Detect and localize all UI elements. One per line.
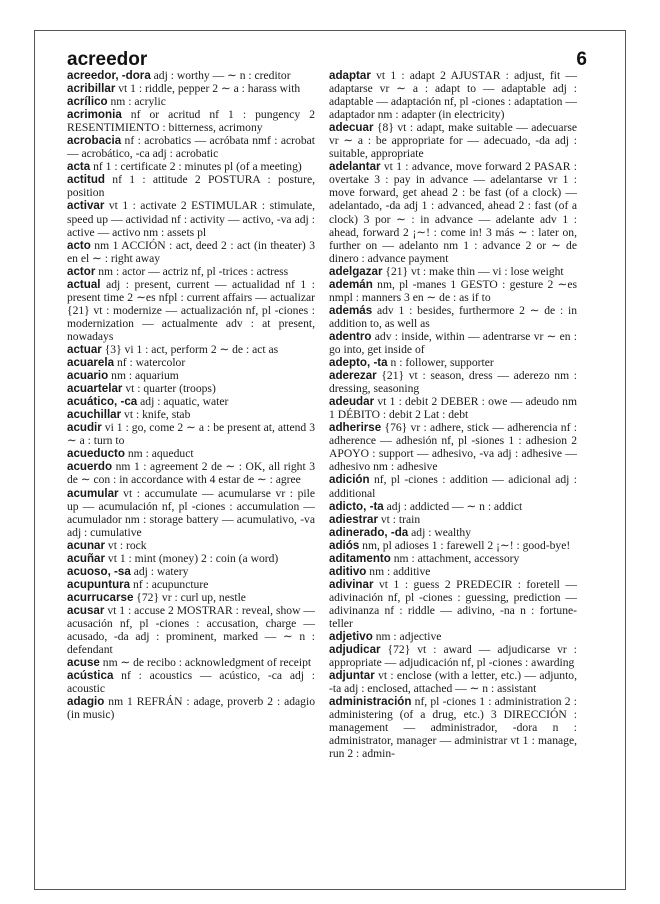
dictionary-entry bbox=[329, 369, 577, 395]
dictionary-entry bbox=[329, 265, 577, 278]
entry-headword: activar bbox=[67, 199, 105, 213]
entry-definition: nf or acritud nf 1 : pungency 2 RESENTIMIENTO : bitterness, acrimony bbox=[67, 108, 315, 135]
entry-definition: vt 1 : debit 2 DEBER : owe — adeudo nm 1 DÉBITO : debit 2 Lat : debt bbox=[329, 395, 577, 422]
dictionary-entry bbox=[67, 552, 315, 565]
entry-headword: adepto, -ta bbox=[329, 356, 388, 370]
entry-definition: nm, pl adioses 1 : farewell 2 ¡∼! : good-bye! bbox=[359, 538, 571, 552]
entry-definition: adj : present, current — actualidad nf 1 : present time 2 ∼es nfpl : current affairs — actualizar {21} vt : modernize — actualización nf, pl -ciones : modernization — actualmente adv : at present, nowadays bbox=[67, 277, 315, 343]
entry-headword: acuñar bbox=[67, 551, 106, 565]
entry-headword: adherirse bbox=[329, 421, 382, 435]
entry-definition: vi 1 : go, come 2 ∼ a : be present at, attend 3 ∼ a : turn to bbox=[67, 421, 315, 448]
entry-headword: acrílico bbox=[67, 95, 108, 109]
entry-headword: adición bbox=[329, 473, 370, 487]
entry-headword: acuchillar bbox=[67, 408, 122, 422]
entry-definition: adv 1 : besides, furthermore 2 ∼ de : in addition to, as well as bbox=[329, 303, 577, 330]
entry-definition: nm ∼ de recibo : acknowledgment of receipt bbox=[99, 656, 312, 670]
entry-definition: {72} vt : award — adjudicarse vr : appropriate — adjudicación nf, pl -ciones : awarding bbox=[329, 643, 577, 670]
dictionary-entry bbox=[329, 526, 577, 539]
entry-headword: actual bbox=[67, 277, 101, 291]
entry-definition: adj : aquatic, water bbox=[137, 395, 229, 409]
entry-definition: adj : wealthy bbox=[408, 525, 472, 539]
right-column bbox=[329, 69, 577, 760]
entry-headword: adjetivo bbox=[329, 630, 373, 644]
entry-definition: nf 1 : attitude 2 POSTURA : posture, position bbox=[67, 173, 315, 200]
entry-definition: n : follower, supporter bbox=[387, 356, 494, 370]
dictionary-entry bbox=[329, 500, 577, 513]
dictionary-entry bbox=[67, 669, 315, 695]
entry-headword: acupuntura bbox=[67, 577, 131, 591]
dictionary-entry bbox=[67, 460, 315, 486]
dictionary-entry bbox=[67, 695, 315, 721]
entry-headword: adelgazar bbox=[329, 264, 383, 278]
entry-headword: acrimonia bbox=[67, 108, 122, 122]
dictionary-entry bbox=[67, 82, 315, 95]
dictionary-entry bbox=[67, 239, 315, 265]
entry-headword: acribillar bbox=[67, 82, 116, 96]
entry-definition: nf : acrobatics — acróbata nmf : acrobat — acrobático, -ca adj : acrobatic bbox=[67, 134, 315, 161]
entry-headword: adelantar bbox=[329, 160, 381, 174]
entry-definition: vt 1 : adapt 2 AJUSTAR : adjust, fit — adaptarse vr ∼ a : adapt to — adaptable adj : adaptable — adaptación nf, pl -ciones : adaptation — adaptador nm : adapter (in electricity) bbox=[329, 69, 577, 122]
dictionary-entry bbox=[329, 565, 577, 578]
entry-definition: vt 1 : accuse 2 MOSTRAR : reveal, show — acusación nf, pl -ciones : accusation, charge — acusado, -da adj : prominent, marked — ∼ n : defendant bbox=[67, 603, 315, 657]
entry-headword: acreedor, -dora bbox=[67, 69, 151, 82]
entry-definition: {72} vr : curl up, nestle bbox=[133, 590, 246, 604]
entry-definition: nm : attachment, accessory bbox=[390, 551, 520, 565]
page-number: 6 bbox=[576, 49, 587, 70]
entry-definition: adj : addicted — ∼ n : addict bbox=[383, 499, 523, 513]
dictionary-entry bbox=[67, 395, 315, 408]
dictionary-entry bbox=[67, 278, 315, 343]
entry-headword: adecuar bbox=[329, 121, 374, 135]
entry-definition: nf 1 : certificate 2 : minutes pl (of a meeting) bbox=[90, 160, 302, 174]
entry-definition: {21} vt : make thin — vi : lose weight bbox=[382, 264, 564, 278]
entry-headword: aditivo bbox=[329, 564, 367, 578]
dictionary-entry bbox=[329, 278, 577, 304]
dictionary-entry bbox=[329, 356, 577, 369]
entry-headword: acudir bbox=[67, 421, 102, 435]
entry-headword: adinerado, -da bbox=[329, 525, 409, 539]
dictionary-entry bbox=[67, 539, 315, 552]
entry-definition: nf : acupuncture bbox=[130, 577, 209, 591]
dictionary-entry bbox=[67, 421, 315, 447]
dictionary-entry bbox=[67, 604, 315, 656]
dictionary-entry bbox=[329, 630, 577, 643]
dictionary-entry bbox=[67, 134, 315, 160]
entry-definition: adj : worthy — ∼ n : creditor bbox=[150, 69, 291, 82]
dictionary-entry bbox=[329, 578, 577, 630]
entry-definition: nm 1 REFRÁN : adage, proverb 2 : adagio (in music) bbox=[67, 695, 315, 722]
dictionary-entry bbox=[67, 265, 315, 278]
entry-headword: actitud bbox=[67, 173, 106, 187]
entry-definition: vt : quarter (troops) bbox=[122, 382, 216, 396]
entry-headword: acusar bbox=[67, 603, 105, 617]
guide-word: acreedor bbox=[67, 49, 148, 70]
dictionary-entry bbox=[67, 565, 315, 578]
dictionary-entry bbox=[329, 395, 577, 421]
dictionary-entry bbox=[329, 513, 577, 526]
entry-definition: nf, pl -ciones 1 : administration 2 : administering (of a drug, etc.) 3 DIRECCIÓN : management — administrador, -dora n : administrator, manager — administrar vt 1 : manage, run 2 : admin- bbox=[329, 695, 577, 761]
entry-headword: acuartelar bbox=[67, 382, 123, 396]
dictionary-entry bbox=[329, 160, 577, 264]
dictionary-entry bbox=[67, 160, 315, 173]
entry-definition: vt : enclose (with a letter, etc.) — adjunto, -ta adj : enclosed, attached — ∼ n : assistant bbox=[329, 669, 577, 696]
entry-headword: adiestrar bbox=[329, 512, 378, 526]
entry-headword: adjudicar bbox=[329, 643, 381, 657]
dictionary-entry bbox=[329, 669, 577, 695]
dictionary-entry bbox=[329, 69, 577, 121]
dictionary-entry bbox=[329, 643, 577, 669]
entry-headword: adiós bbox=[329, 538, 360, 552]
dictionary-entry bbox=[329, 304, 577, 330]
dictionary-entry bbox=[67, 382, 315, 395]
entry-definition: vt 1 : advance, move forward 2 PASAR : overtake 3 : pay in advance — adelantarse vr 1 : move forward, get ahead 2 : be fast (of a clock) — adelantado, -da adj 1 : advanced, ahead 2 : fast (of a clock) 3 por ∼ : in advance — adelante adv 1 : ahead, forward 2 ¡∼! : come in! 3 más ∼ : later on, further on — adelanto nm 1 : advance 2 or ∼ de dinero : advance payment bbox=[329, 160, 577, 265]
entry-definition: {21} vt : season, dress — aderezo nm : dressing, seasoning bbox=[329, 369, 577, 396]
entry-definition: nm 1 : agreement 2 de ∼ : OK, all right 3 de ∼ con : in accordance with 4 estar de ∼ : agree bbox=[67, 460, 315, 487]
dictionary-entry bbox=[329, 552, 577, 565]
dictionary-entry bbox=[67, 369, 315, 382]
entry-definition: nm : actor — actriz nf, pl -trices : actress bbox=[95, 264, 289, 278]
entry-definition: vt 1 : activate 2 ESTIMULAR : stimulate, speed up — actividad nf : activity — activo, -va adj : active — activo nm : assets pl bbox=[67, 199, 315, 239]
entry-headword: actor bbox=[67, 264, 96, 278]
dictionary-entry bbox=[67, 199, 315, 238]
entry-definition: vt : train bbox=[377, 512, 421, 526]
entry-definition: {3} vi 1 : act, perform 2 ∼ de : act as bbox=[101, 342, 279, 356]
entry-definition: vt 1 : riddle, pepper 2 ∼ a : harass with bbox=[115, 82, 301, 96]
entry-definition: nm : acrylic bbox=[107, 95, 166, 109]
dictionary-entry bbox=[67, 356, 315, 369]
entry-headword: acurrucarse bbox=[67, 590, 134, 604]
dictionary-entry bbox=[67, 69, 315, 82]
dictionary-entry bbox=[329, 421, 577, 473]
entry-definition: vt 1 : mint (money) 2 : coin (a word) bbox=[105, 551, 279, 565]
dictionary-entry bbox=[67, 95, 315, 108]
dictionary-page bbox=[34, 30, 626, 890]
dictionary-entry bbox=[67, 108, 315, 134]
entry-definition: nm, pl -manes 1 GESTO : gesture 2 ∼es nmpl : manners 3 en ∼ de : as if to bbox=[329, 277, 577, 304]
entry-definition: adv : inside, within — adentrarse vr ∼ en : go into, get inside of bbox=[329, 329, 577, 356]
entry-headword: ademán bbox=[329, 277, 373, 291]
dictionary-entry bbox=[329, 330, 577, 356]
entry-definition: adj : watery bbox=[130, 564, 189, 578]
entry-definition: {8} vt : adapt, make suitable — adecuarse vr ∼ a : be appropriate for — adecuado, -da adj : suitable, appropriate bbox=[329, 121, 577, 161]
entry-definition: nm 1 ACCIÓN : act, deed 2 : act (in theater) 3 en el ∼ : right away bbox=[67, 238, 315, 265]
entry-definition: vt 1 : guess 2 PREDECIR : foretell — adivinación nf, pl -ciones : guessing, prediction — adivinanza nf : riddle — adivino, -na n : fortune-teller bbox=[329, 577, 577, 630]
entry-headword: adjuntar bbox=[329, 669, 375, 683]
entry-definition: nm : additive bbox=[366, 564, 431, 578]
dictionary-entry bbox=[329, 539, 577, 552]
dictionary-entry bbox=[67, 447, 315, 460]
entry-headword: adaptar bbox=[329, 69, 371, 82]
entry-headword: adentro bbox=[329, 329, 372, 343]
dictionary-entry bbox=[67, 578, 315, 591]
entry-definition: {76} vr : adhere, stick — adherencia nf : adherence — adhesión nf, pl -siones 1 : adhesion 2 APOYO : support — adhesivo, -va adj : adhesive — adhesivo nm : adhesive bbox=[329, 421, 577, 474]
entry-definition: nm : aquarium bbox=[108, 369, 179, 383]
dictionary-entry bbox=[67, 173, 315, 199]
entry-definition: nf : acoustics — acústico, -ca adj : acoustic bbox=[67, 669, 315, 696]
left-column bbox=[67, 69, 315, 721]
entry-headword: acuerdo bbox=[67, 460, 113, 474]
dictionary-entry bbox=[67, 656, 315, 669]
entry-definition: nf : watercolor bbox=[114, 356, 186, 370]
entry-headword: acuoso, -sa bbox=[67, 564, 131, 578]
entry-definition: nf, pl -ciones : addition — adicional adj : additional bbox=[329, 473, 577, 500]
entry-definition: nm : adjective bbox=[372, 630, 442, 644]
entry-headword: acta bbox=[67, 160, 91, 174]
entry-headword: acuático, -ca bbox=[67, 395, 138, 409]
entry-headword: acunar bbox=[67, 538, 106, 552]
entry-headword: aderezar bbox=[329, 369, 377, 383]
entry-headword: acumular bbox=[67, 486, 119, 500]
entry-headword: acuse bbox=[67, 656, 100, 670]
entry-definition: vt : knife, stab bbox=[121, 408, 191, 422]
entry-headword: adeudar bbox=[329, 395, 375, 409]
entry-headword: además bbox=[329, 303, 373, 317]
entry-headword: adivinar bbox=[329, 577, 374, 591]
dictionary-entry bbox=[67, 487, 315, 539]
dictionary-entry bbox=[67, 591, 315, 604]
entry-headword: acueducto bbox=[67, 447, 125, 461]
dictionary-entry bbox=[329, 121, 577, 160]
entry-headword: adicto, -ta bbox=[329, 499, 384, 513]
dictionary-entry bbox=[329, 473, 577, 499]
entry-definition: vt : rock bbox=[105, 538, 147, 552]
dictionary-entry bbox=[67, 343, 315, 356]
entry-headword: acuarela bbox=[67, 356, 115, 370]
entry-headword: actuar bbox=[67, 342, 102, 356]
entry-headword: acrobacia bbox=[67, 134, 122, 148]
dictionary-entry bbox=[329, 695, 577, 760]
entry-headword: adagio bbox=[67, 695, 105, 709]
entry-definition: nm : aqueduct bbox=[124, 447, 194, 461]
entry-headword: administración bbox=[329, 695, 412, 709]
dictionary-entry bbox=[67, 408, 315, 421]
entry-headword: acuario bbox=[67, 369, 109, 383]
entry-headword: aditamento bbox=[329, 551, 391, 565]
entry-headword: acto bbox=[67, 238, 91, 252]
entry-definition: vt : accumulate — acumularse vr : pile up — acumulación nf, pl -ciones : accumulation — acumulador nm : storage battery — acumulativo, -va adj : cumulative bbox=[67, 486, 315, 539]
entry-headword: acústica bbox=[67, 669, 114, 683]
